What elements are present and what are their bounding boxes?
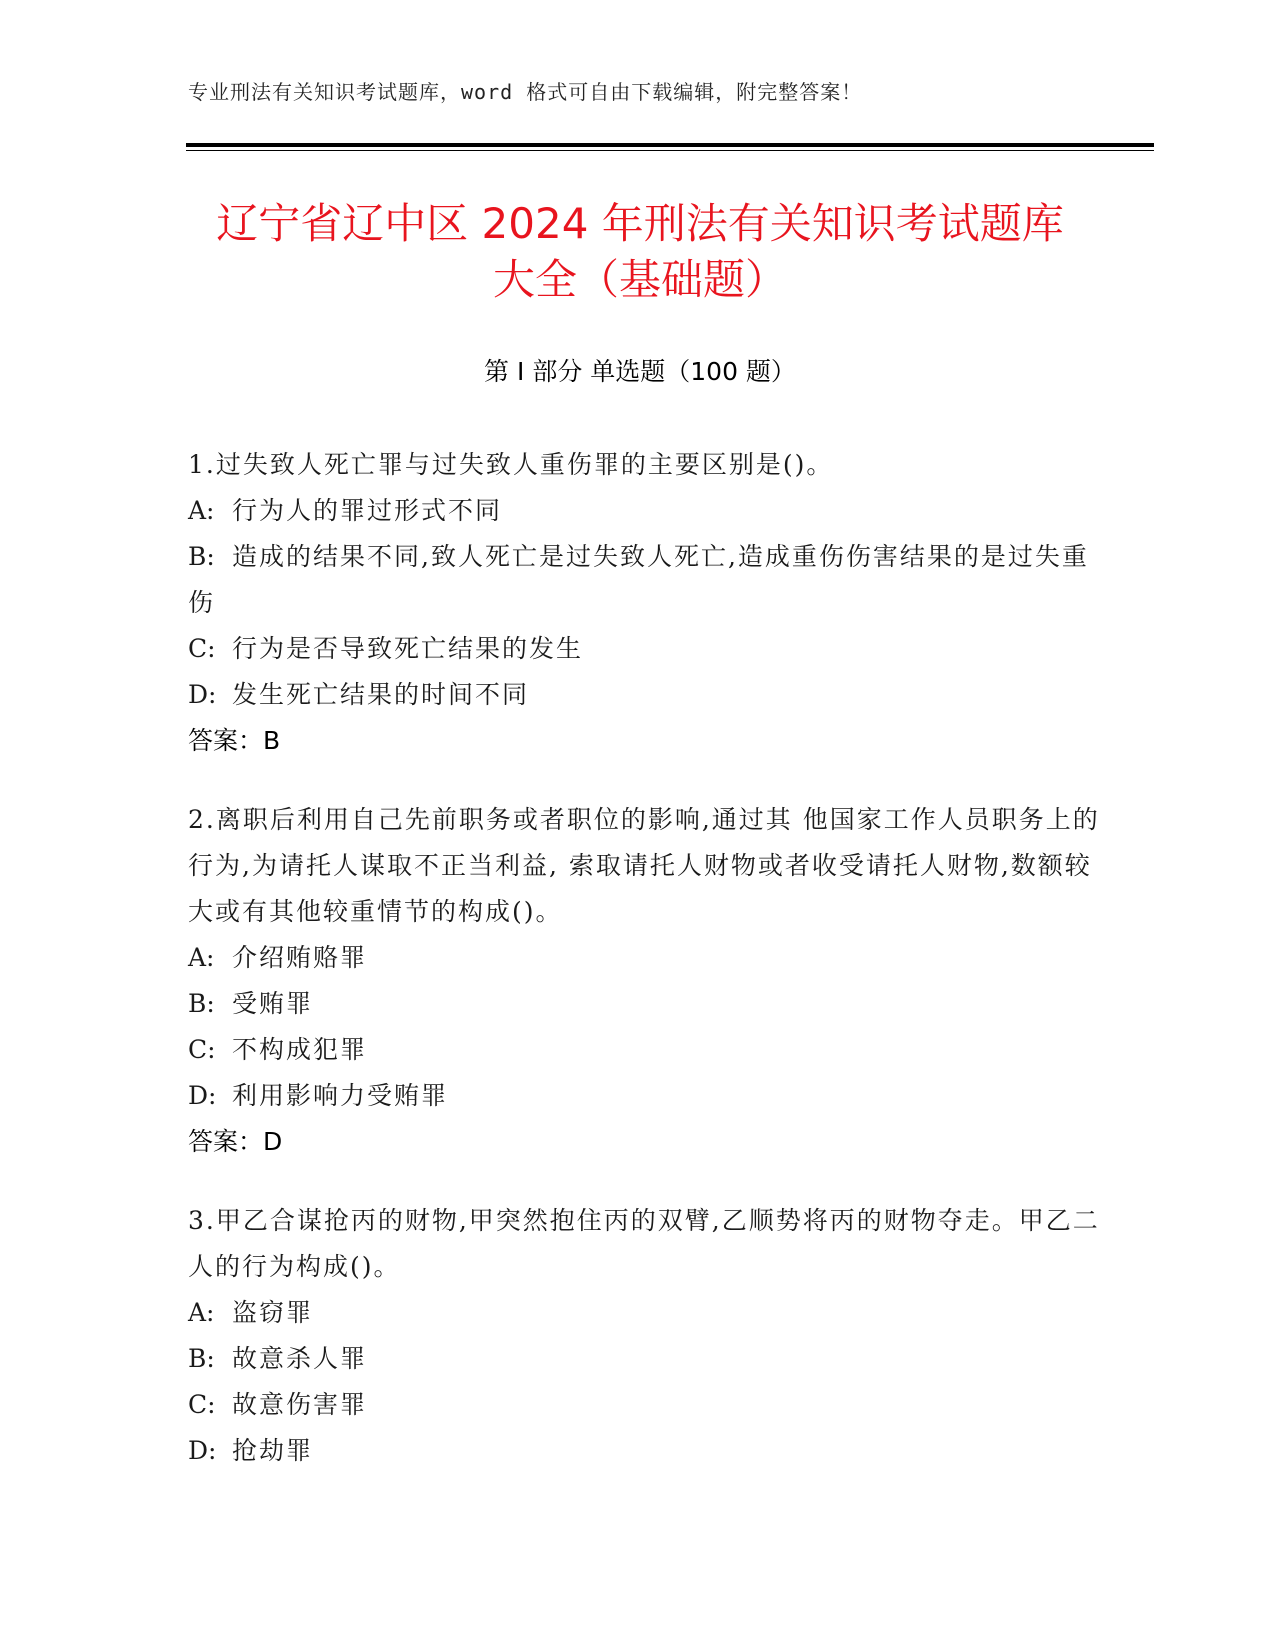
option-text: 不构成犯罪 (232, 1035, 368, 1064)
option-a (188, 1290, 1108, 1336)
option-label: A: (188, 496, 215, 525)
option-label: A: (188, 1298, 215, 1327)
option-label: D: (188, 1081, 217, 1110)
option-b (188, 1336, 1108, 1382)
option-b (188, 534, 1108, 626)
option-text: 抢劫罪 (232, 1436, 314, 1465)
header-divider-thick (186, 143, 1154, 147)
option-text: 行为人的罪过形式不同 (232, 496, 503, 525)
question-list (188, 442, 1108, 1507)
option-text: 受贿罪 (232, 989, 314, 1018)
option-d (188, 1428, 1108, 1474)
header-divider (186, 143, 1154, 151)
document-title-line-1: 辽宁省辽中区 2024 年刑法有关知识考试题库 (216, 199, 1064, 248)
option-text: 盗窃罪 (232, 1298, 314, 1327)
option-text: 造成的结果不同,致人死亡是过失致人死亡,造成重伤伤害结果的是过失重伤 (188, 542, 1089, 617)
answer: 答案：B (188, 726, 281, 755)
option-label: C: (188, 1035, 216, 1064)
option-label: B: (188, 542, 215, 571)
option-text: 故意杀人罪 (232, 1344, 368, 1373)
header-divider-thin (186, 150, 1154, 151)
option-a (188, 935, 1108, 981)
option-label: B: (188, 1344, 215, 1373)
option-text: 介绍贿赂罪 (232, 943, 368, 972)
option-text: 故意伤害罪 (232, 1390, 368, 1419)
option-c (188, 1382, 1108, 1428)
option-d (188, 1073, 1108, 1119)
question-2 (188, 797, 1108, 1165)
option-label: B: (188, 989, 215, 1018)
document-title (120, 196, 1160, 308)
option-label: C: (188, 1390, 216, 1419)
option-label: D: (188, 680, 217, 709)
option-text: 发生死亡结果的时间不同 (232, 680, 530, 709)
question-stem: 2.离职后利用自己先前职务或者职位的影响,通过其 他国家工作人员职务上的行为,为请托人谋取不正当利益, 索取请托人财物或者收受请托人财物,数额较大或有其他较重情节的构成()。 (188, 805, 1100, 926)
question-stem: 1.过失致人死亡罪与过失致人重伤罪的主要区别是()。 (188, 450, 834, 479)
option-c (188, 626, 1108, 672)
question-3 (188, 1198, 1108, 1474)
option-a (188, 488, 1108, 534)
header-note: 专业刑法有关知识考试题库，word 格式可自由下载编辑，附完整答案！ (188, 80, 863, 104)
document-title-line-2: 大全（基础题） (492, 255, 787, 304)
option-label: A: (188, 943, 215, 972)
question-stem: 3.甲乙合谋抢丙的财物,甲突然抱住丙的双臂,乙顺势将丙的财物夺走。甲乙二人的行为构成()。 (188, 1206, 1100, 1281)
question-1 (188, 442, 1108, 764)
option-b (188, 981, 1108, 1027)
option-d (188, 672, 1108, 718)
option-label: D: (188, 1436, 217, 1465)
option-c (188, 1027, 1108, 1073)
answer: 答案：D (188, 1127, 283, 1156)
option-text: 行为是否导致死亡结果的发生 (232, 634, 584, 663)
option-text: 利用影响力受贿罪 (232, 1081, 449, 1110)
section-title: 第 I 部分 单选题（100 题） (484, 357, 796, 386)
option-label: C: (188, 634, 216, 663)
